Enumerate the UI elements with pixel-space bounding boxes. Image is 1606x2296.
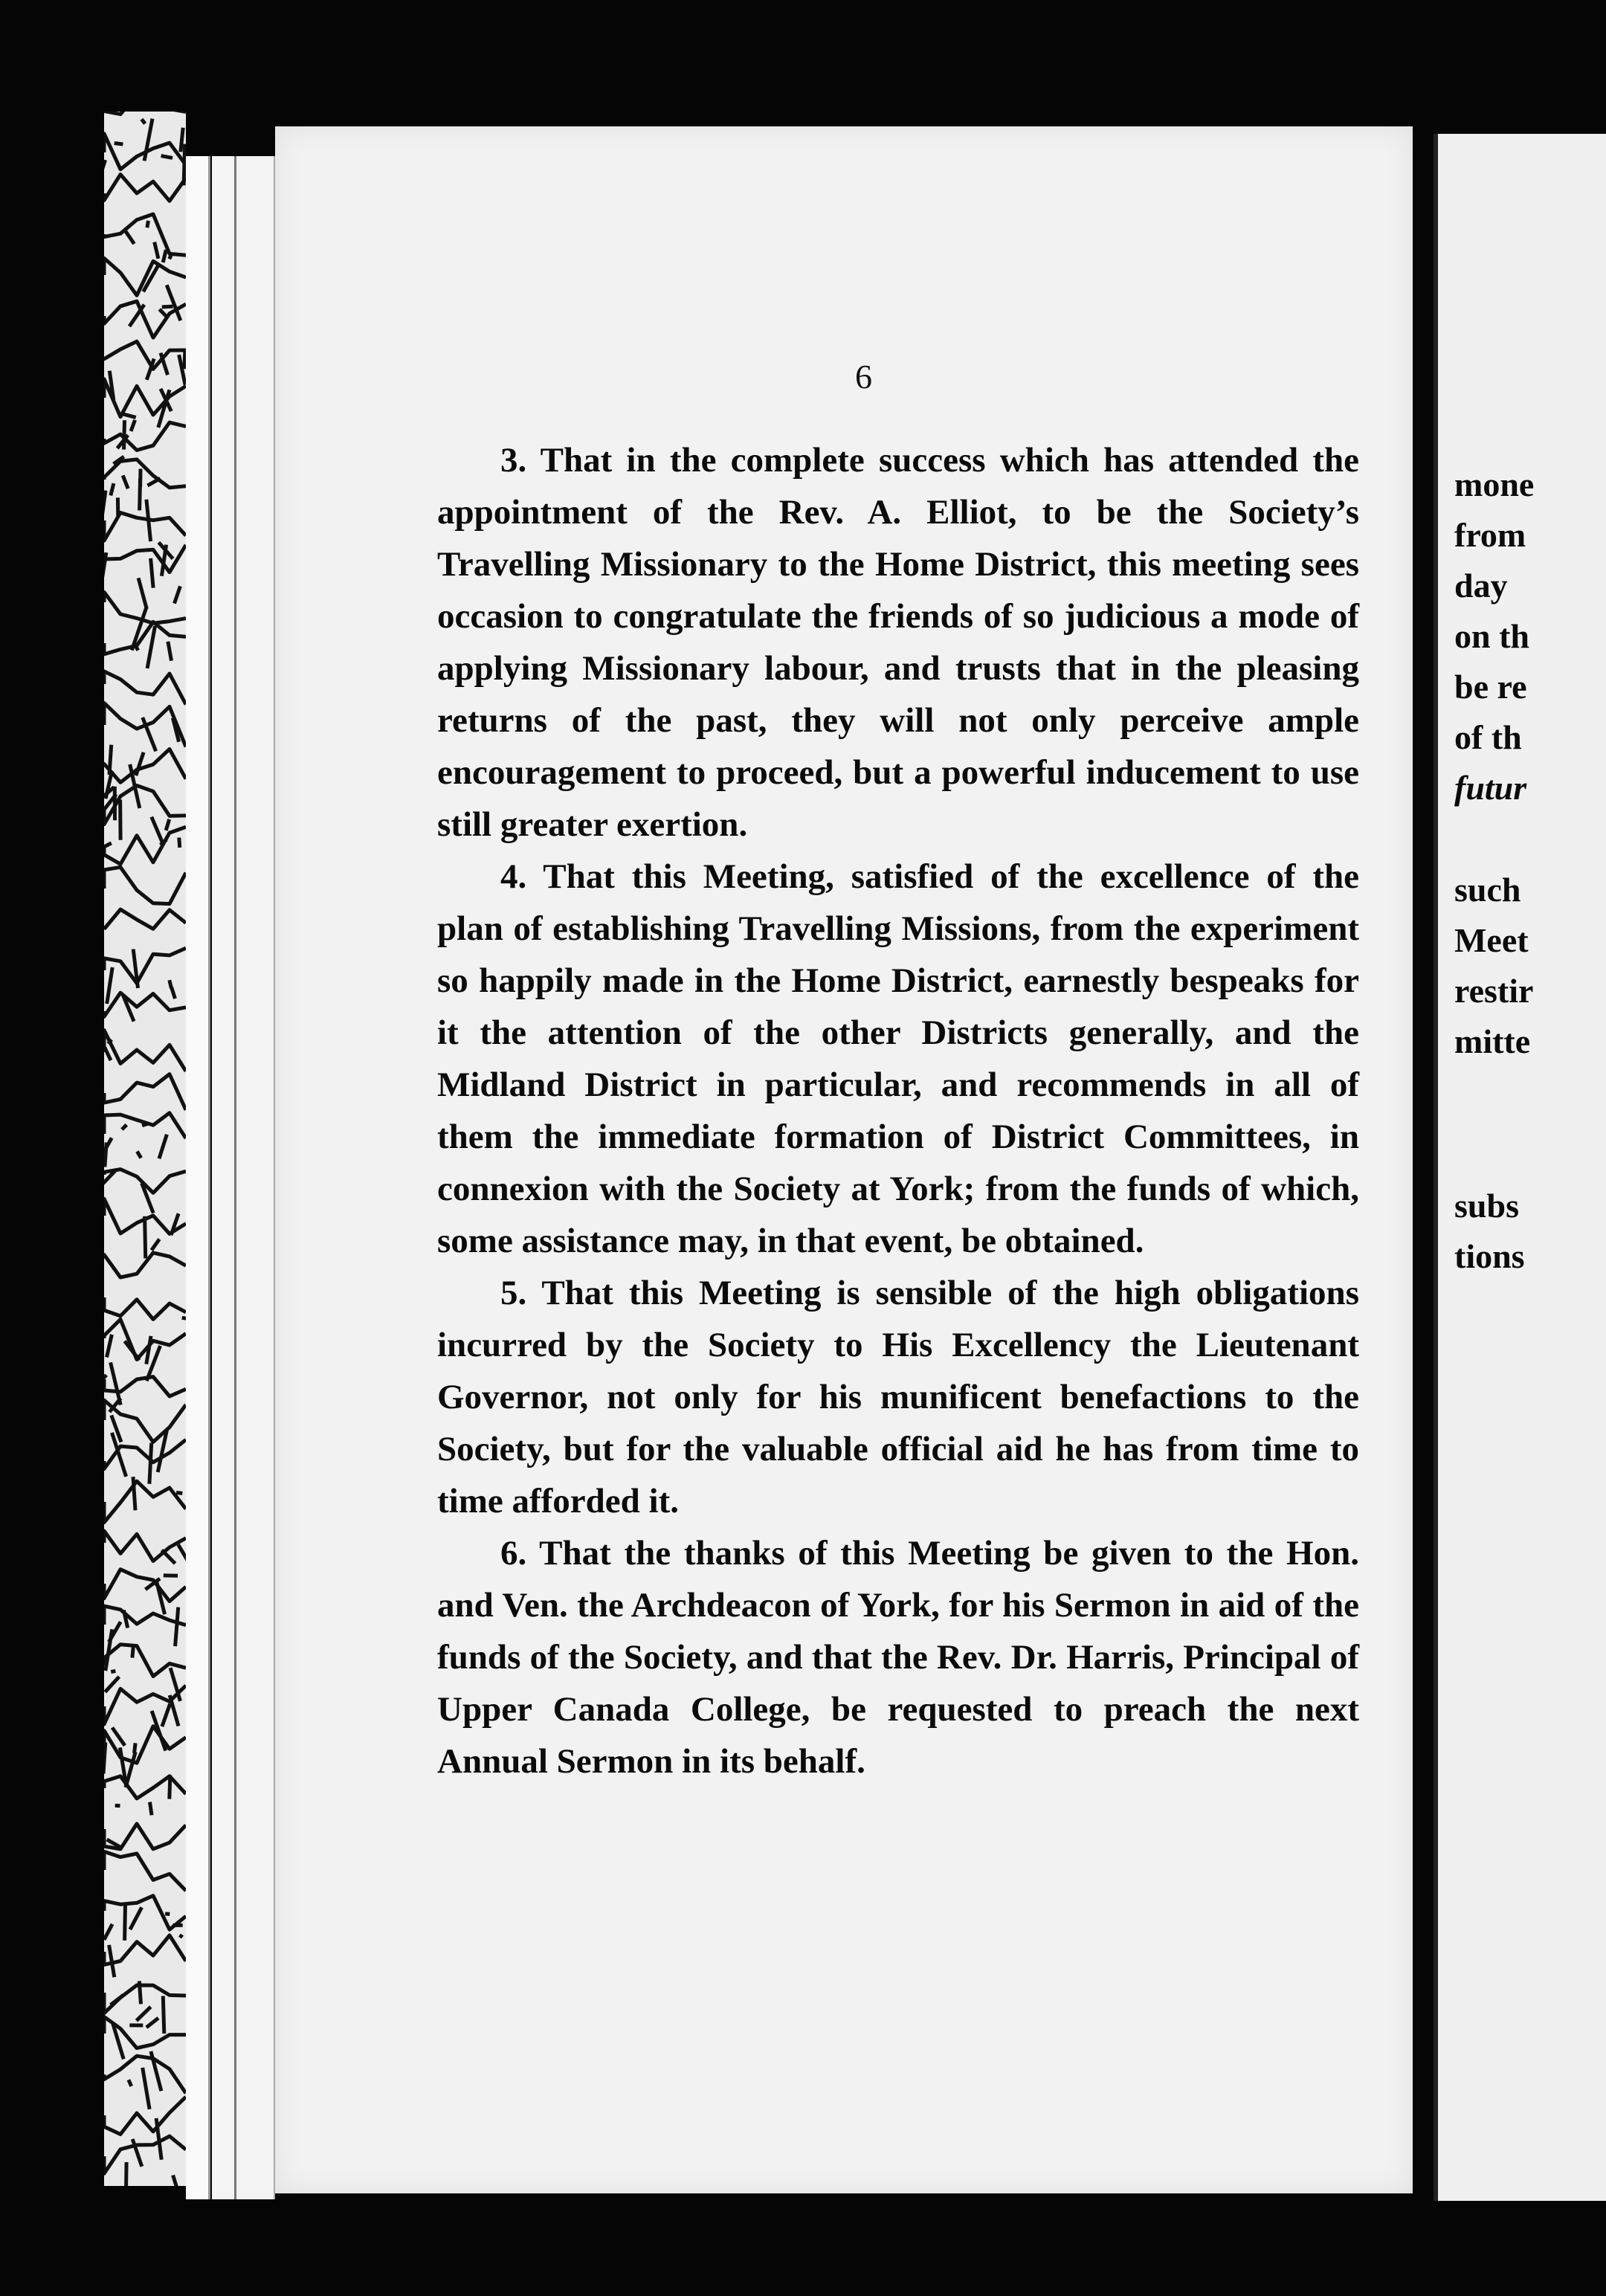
marble-vein: [104, 909, 186, 929]
marble-vein: [178, 1545, 186, 1564]
marble-vein: [109, 745, 112, 775]
paragraph-4: 4. That this Meeting, satisfied of the excellence of the plan of establishing Travelling Missions, from the experiment so happily made in the Home District, earnestly bespeaks for it the attention of the other Districts generally, and the Midland District in particular, and recommends in all of them the immediate formation of District Committees, in connexion with the Society at York; from the funds of which, some assistance may, in that event, be obtained.: [437, 857, 1359, 1260]
marble-vein: [104, 1320, 186, 1360]
marble-vein: [155, 242, 158, 259]
marble-vein: [131, 420, 135, 431]
marble-vein: [104, 1074, 186, 1110]
marble-pattern-icon: [104, 112, 186, 2186]
marble-vein: [104, 2136, 186, 2173]
facing-line: restir: [1454, 972, 1534, 1010]
marble-vein: [112, 1728, 125, 1746]
marble-vein: [104, 1851, 186, 1891]
marble-vein: [129, 2080, 132, 2086]
marble-vein: [141, 119, 145, 123]
marble-vein: [162, 1704, 170, 1727]
marble-vein: [162, 306, 173, 307]
marble-vein: [137, 1152, 141, 1158]
marble-vein: [104, 1935, 186, 1965]
facing-line: day: [1454, 567, 1508, 604]
marble-vein: [122, 413, 136, 417]
marble-vein: [104, 948, 186, 983]
marble-vein: [149, 1443, 152, 1484]
marble-vein: [145, 1216, 146, 1259]
marble-vein: [152, 817, 163, 842]
marble-vein: [135, 1743, 136, 1753]
marble-vein: [104, 1742, 106, 1773]
marble-vein: [122, 1125, 126, 1129]
marble-vein: [170, 1695, 178, 1726]
marble-vein: [146, 2018, 158, 2028]
marble-vein: [105, 1677, 119, 1692]
marble-vein: [123, 1610, 127, 1628]
marble-vein: [132, 1647, 133, 1658]
facing-line: mitte: [1454, 1022, 1531, 1060]
marble-vein: [159, 309, 166, 317]
marble-vein: [104, 1924, 112, 1940]
marble-vein: [170, 254, 172, 259]
marble-vein: [125, 1904, 126, 1941]
marble-vein: [104, 341, 186, 369]
marble-vein: [163, 250, 166, 262]
marble-vein: [104, 749, 186, 783]
facing-line: such: [1454, 871, 1521, 909]
marble-vein: [104, 1776, 186, 1799]
marble-vein: [140, 478, 141, 511]
facing-line: of th: [1454, 718, 1522, 756]
marble-vein: [175, 586, 181, 603]
marble-vein: [144, 119, 152, 161]
marble-vein: [180, 1935, 182, 1938]
marble-vein: [106, 771, 112, 799]
marble-vein: [104, 112, 186, 115]
marble-vein: [126, 231, 134, 244]
marble-vein: [184, 349, 185, 369]
marble-vein: [151, 558, 154, 588]
marble-vein: [104, 379, 186, 417]
paragraph-5: 5. That this Meeting is sensible of the high obligations incurred by the Society to His Excellency the Lieutenant Governor, not only for his munificent benefactions to the Society, but for the valuable official aid he has from time to time afforded it.: [437, 1274, 1359, 1521]
marble-vein: [166, 819, 170, 831]
marble-vein: [104, 1481, 186, 1523]
marble-vein: [161, 156, 172, 158]
marble-vein: [104, 552, 106, 596]
marble-vein: [104, 827, 186, 864]
marble-vein: [150, 1802, 152, 1816]
facing-line: mone: [1454, 465, 1535, 503]
page-edge: [236, 156, 275, 2199]
page-body: [437, 434, 1359, 1787]
marble-vein: [151, 2051, 161, 2091]
marble-vein: [104, 1297, 186, 1319]
marble-vein: [181, 128, 183, 152]
marble-vein: [138, 578, 146, 609]
facing-line: subs: [1454, 1187, 1519, 1225]
marble-vein: [104, 422, 186, 450]
marble-vein: [120, 800, 121, 840]
marble-vein: [104, 513, 186, 541]
marble-vein: [104, 175, 186, 201]
marble-vein: [170, 980, 172, 988]
marble-vein: [104, 1031, 186, 1071]
facing-line: be re: [1454, 668, 1527, 706]
marble-vein: [147, 221, 149, 228]
marble-vein: [184, 144, 185, 186]
marble-vein: [175, 1607, 178, 1647]
marble-vein: [104, 545, 186, 573]
paragraph-6: 6. That the thanks of this Meeting be given to the Hon. and Ven. the Archdeacon of York, for his Sermon in aid of the funds of the Society, and that the Rev. Dr. Harris, Principal of Upper Canada College, be requested to preach the next Annual Sermon in its behalf.: [437, 1534, 1359, 1781]
paragraph-3: 3. That in the complete success which has attended the appointment of the Rev. A. Elliot, to be the Society’s Travelling Missionary to the Home District, this meeting sees occasion to congratulate the friends of so judicious a mode of applying Missionary labour, and trusts that in the pleasing returns of the past, they will not only perceive ample encouragement to proceed, but a powerful inducement to use still greater exertion.: [437, 441, 1359, 844]
marble-vein: [147, 626, 155, 668]
marble-vein: [147, 478, 160, 486]
marble-vein: [104, 1046, 111, 1060]
marble-vein: [111, 483, 114, 495]
page-edge: [212, 156, 236, 2199]
marble-vein: [152, 1239, 160, 1251]
marble-vein: [173, 2176, 184, 2187]
marble-vein: [136, 752, 143, 775]
page-edge: [186, 156, 210, 2199]
marble-vein: [133, 1477, 135, 1510]
marble-vein: [143, 2068, 149, 2109]
facing-line: Meet: [1454, 921, 1529, 959]
marble-vein: [137, 2007, 151, 2021]
marble-vein: [124, 420, 125, 449]
facing-line: from: [1454, 516, 1526, 554]
marble-vein: [104, 2097, 186, 2134]
marble-vein: [104, 622, 186, 654]
facing-line: tions: [1454, 1237, 1525, 1275]
marble-vein: [139, 1981, 141, 2004]
facing-page: [1434, 134, 1606, 2201]
marble-vein: [165, 1914, 170, 1915]
marble-vein: [130, 1907, 142, 1929]
marble-vein: [109, 1945, 115, 1977]
marble-vein: [104, 867, 186, 903]
marble-vein: [146, 1336, 151, 1364]
marbled-cover: [104, 112, 186, 2186]
marble-vein: [163, 1996, 164, 2034]
marble-vein: [107, 1335, 112, 1358]
marble-vein: [123, 475, 128, 488]
marble-vein: [104, 160, 106, 185]
marble-vein: [168, 642, 172, 661]
marble-vein: [107, 967, 113, 1004]
marble-vein: [172, 987, 175, 999]
marble-vein: [146, 500, 151, 541]
marble-vein: [104, 671, 186, 705]
marble-vein: [176, 1493, 182, 1494]
marble-vein: [104, 1606, 186, 1625]
marble-vein: [157, 1581, 165, 1614]
marble-vein: [162, 1550, 175, 1564]
facing-line: on th: [1454, 617, 1529, 655]
facing-line: futur: [1454, 769, 1527, 807]
marble-vein: [104, 1531, 186, 1561]
marble-vein: [159, 1135, 167, 1159]
marble-vein: [104, 214, 186, 255]
marble-vein: [179, 838, 180, 848]
marble-vein: [104, 1645, 186, 1677]
marble-vein: [115, 144, 123, 145]
marble-vein: [142, 1123, 149, 1126]
page-number: 6: [855, 358, 872, 396]
